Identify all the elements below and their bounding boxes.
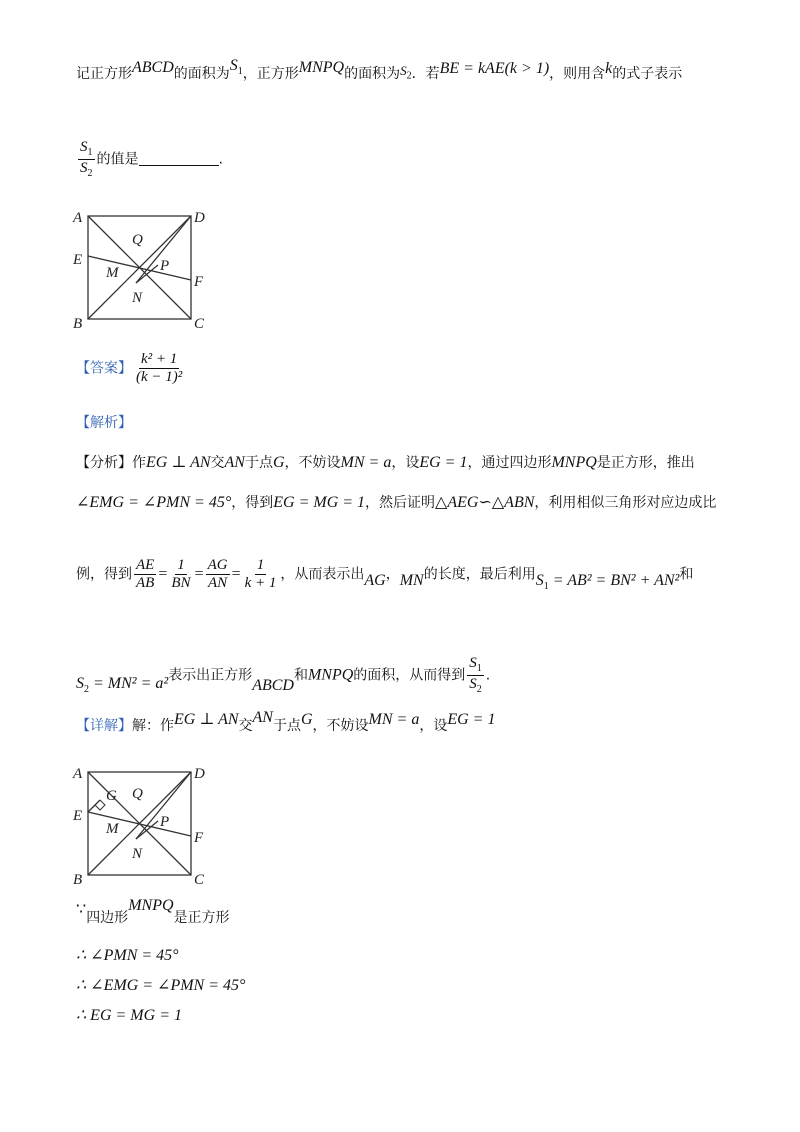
analysis-line-4: $S_2 = MN^2 = a^2$表示出正方形ABCD和MNPQ的面积，从而得到 $\frac{S_1}{S_2}$ .: [76, 655, 491, 695]
math-mnpq: MNPQ: [298, 59, 345, 76]
label-e: E: [73, 808, 83, 824]
math: EG = MG = 1: [273, 494, 366, 511]
math: AN: [252, 709, 273, 726]
label-p: P: [160, 814, 170, 830]
label-f: F: [194, 830, 204, 846]
math-k: k: [605, 60, 613, 77]
label-q: Q: [132, 232, 143, 248]
math: MNPQ: [307, 666, 354, 684]
label-c: C: [194, 872, 205, 888]
math: MNPQ: [551, 454, 597, 471]
math: EG = 1: [419, 454, 468, 471]
math-s1-expr: $S_1 = AB^2 = BN^2 + AN^2$: [535, 571, 680, 592]
label-m: M: [106, 265, 119, 281]
math: G: [300, 711, 313, 728]
label-q: Q: [132, 786, 143, 802]
answer-line: [76, 352, 186, 385]
math-s2-expr: $S_2 = MN^2 = a^2$: [76, 674, 169, 695]
detail-step-3: ∴ EG = MG = 1: [76, 1007, 182, 1024]
math: AG: [364, 571, 386, 589]
math: EG = 1: [447, 711, 496, 728]
math: MN = a: [368, 711, 420, 728]
math: G: [272, 454, 285, 471]
math-condition: BE = kAE(k > 1): [439, 60, 550, 77]
problem-line-1: [76, 57, 683, 85]
label-d: D: [194, 766, 205, 782]
analysis-line-1: 【分析】作EG ⊥ AN交AN于点G，不妨设MN = a，设EG = 1，通过四边形MNPQ是正方形，推出: [76, 454, 695, 471]
text: 记正方形: [76, 66, 132, 82]
math: ∠EMG = ∠PMN = 45°: [76, 494, 232, 511]
fraction: $\frac{1}{k + 1}$: [244, 557, 277, 591]
fraction-s1-over-s2: $\frac{S_1}{S_2}$: [469, 655, 482, 695]
analysis-line-3: 例，得到 $\frac{AE}{AB}$ = $\frac{1}{BN}$ = $\frac{AG}{AN}$ = $\frac{1}{k + 1}$ ，从而表示出AG，MN的长度，最后利用$S_1 = AB^2 = BN^2 + AN^2$和: [76, 557, 694, 592]
label-m: M: [106, 821, 119, 837]
geometry-figure-2: [70, 762, 220, 892]
detail-tag: 【详解】: [76, 718, 132, 734]
detail-line-2: ∵四边形MNPQ是正方形: [76, 897, 230, 926]
text: 的值是: [96, 151, 139, 168]
label-n: N: [132, 290, 143, 306]
text: 的面积为: [173, 66, 230, 82]
label-b: B: [73, 872, 83, 888]
math: △AEG∽△ABN: [435, 494, 535, 511]
geometry-figure-1: [70, 206, 220, 336]
math: MNPQ: [128, 897, 174, 914]
detail-step-1: ∴ ∠PMN = 45°: [76, 947, 179, 964]
label-e: E: [73, 252, 83, 268]
label-a: A: [73, 766, 83, 782]
answer-tag: 【答案】: [76, 360, 132, 377]
text: ．若: [411, 66, 440, 82]
math: MN: [399, 571, 424, 589]
text: .: [218, 151, 223, 168]
label-g: G: [106, 788, 117, 804]
label-a: A: [73, 210, 83, 226]
math: ABCD: [252, 676, 294, 694]
fraction: $\frac{AG}{AN}$: [207, 557, 228, 591]
detail-step-2: ∴ ∠EMG = ∠PMN = 45°: [76, 977, 246, 994]
label-n: N: [132, 846, 143, 862]
text: 的面积为: [344, 66, 401, 82]
detail-line-1: 【详解】解：作EG ⊥ AN交AN于点G，不妨设MN = a，设EG = 1: [76, 709, 496, 734]
math: EG ⊥ AN: [146, 454, 211, 471]
fraction-s1-over-s2: $\frac{S_1}{S_2}$: [80, 139, 93, 179]
label-p: P: [160, 258, 170, 274]
answer-fraction: $\frac{\text{k² + 1}}{\text{(k − 1)²}}$: [136, 351, 183, 385]
because-symbol: ∵: [76, 901, 87, 918]
math: EG ⊥ AN: [174, 711, 239, 728]
text: ，则用含: [549, 66, 606, 82]
analysis-line-2: ∠EMG = ∠PMN = 45°，得到EG = MG = 1，然后证明△AEG∽△ABN，利用相似三角形对应边成比: [76, 494, 717, 511]
math-s2: $S_2$: [400, 63, 412, 82]
label-c: C: [194, 316, 205, 332]
analysis-tag-line: [76, 416, 132, 430]
math-s1: $S_1$: [229, 57, 243, 78]
fraction: $\frac{AE}{AB}$: [136, 557, 155, 591]
text: ，正方形: [242, 66, 299, 82]
fraction: $\frac{1}{BN}$: [171, 557, 191, 591]
math: MN = a: [340, 454, 392, 471]
label-f: F: [194, 274, 204, 290]
math-abcd: ABCD: [132, 59, 174, 76]
analysis-tag: 【解析】: [76, 415, 132, 431]
problem-line-2: [76, 140, 223, 179]
fenxi-tag: 【分析】: [76, 455, 132, 471]
text: 的式子表示: [612, 66, 683, 82]
math: AN: [224, 454, 245, 471]
label-b: B: [73, 316, 83, 332]
answer-blank: [139, 165, 219, 166]
label-d: D: [194, 210, 205, 226]
